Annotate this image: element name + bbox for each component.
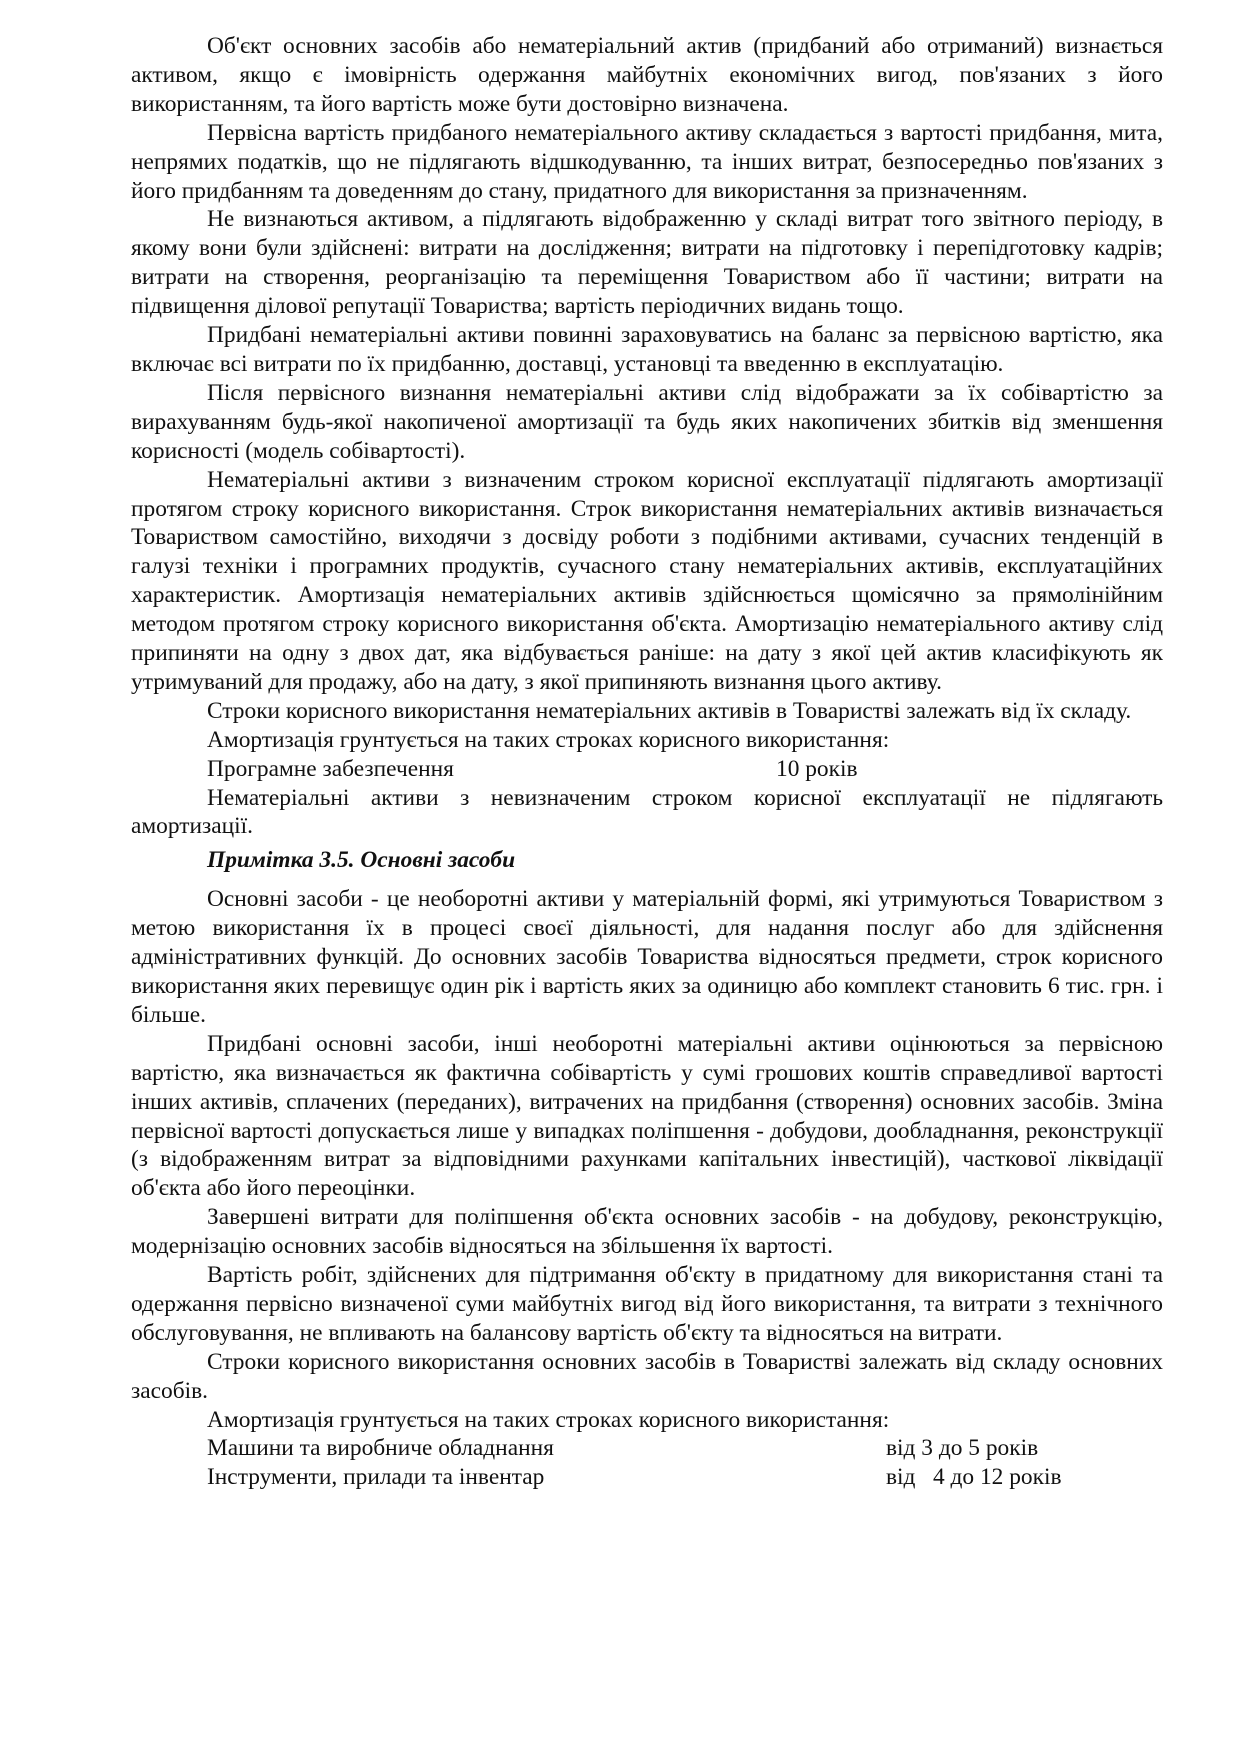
paragraph-fixed-assets-definition: Основні засоби - це необоротні активи у матеріальній формі, які утримуються Товариством з метою використання їх в процесі своєї діяльності, для надання послуг або для здійснення адміністративних функцій. До основних засобів Товариства відносяться предмети, строк корисного використання яких перевищує один рік і вартість яких за одиницю або комплект становить 6 тис. грн. і більше. — [131, 886, 1163, 1028]
paragraph-balance-recording: Придбані нематеріальні активи повинні зараховуватись на баланс за первісною вартістю, яка включає всі витрати по їх придбанню, доставці, установці та введенню в експлуатацію. — [131, 322, 1163, 377]
paragraph-amortization: Нематеріальні активи з визначеним строком корисної експлуатації підлягають амортизації протягом строку корисного використання. Строк використання нематеріальних активів визначається Товариством самостійно, виходячи з досвіду роботи з подібними активами, сучасних тенденцій в галузі техніки і програмних продуктів, сучасного стану нематеріальних активів, експлуатаційних характеристик. Амортизація нематеріальних активів здійснюється щомісячно за прямолінійним методом протягом строку корисного використання об'єкта. Амортизацію нематеріального активу слід припиняти на одну з двох дат, яка відбувається раніше: на дату з якої цей актив класифікують як утримуваний для продажу, або на дату, з якої припиняють визнання цього активу. — [131, 466, 1163, 695]
paragraph-indefinite-life: Нематеріальні активи з невизначеним строком корисної експлуатації не підлягають амортизації. — [131, 784, 1163, 840]
life-label: Програмне забезпечення — [207, 755, 454, 782]
paragraph-not-recognized: Не визнаються активом, а підлягають відображенню у складі витрат того звітного періоду, в якому вони були здійснені: витрати на дослідження; витрати на підготовку і перепідготовку кадрів; витрати на створення, реорганізацію та переміщення Товариством або її частини; витрати на підвищення ділової репутації Товариства; вартість періодичних видань тощо. — [131, 206, 1163, 320]
life-row-machinery — [131, 1434, 1163, 1463]
document-page — [131, 32, 1163, 1492]
section-heading-fixed-assets: Примітка 3.5. Основні засоби — [207, 847, 516, 874]
paragraph-improvement-costs: Завершені витрати для поліпшення об'єкта основних засобів - на добудову, реконструкцію, модернізацію основних засобів відносяться на збільшення їх вартості. — [131, 1204, 1163, 1260]
lives-intro-fixed: Амортизація грунтується на таких строках корисного використання: — [207, 1406, 890, 1433]
lives-intro: Амортизація грунтується на таких строках корисного використання: — [207, 726, 890, 753]
life-label: Інструменти, прилади та інвентар — [207, 1464, 545, 1491]
life-value: від 4 до 12 років — [886, 1464, 1062, 1491]
paragraph-maintenance-costs: Вартість робіт, здійснених для підтримання об'єкту в придатному для використання стані та одержання первісно визначеної суми майбутніх вигод від його використання, та витрати з технічного обслуговування, не впливають на балансову вартість об'єкту та відносяться на витрати. — [131, 1262, 1163, 1346]
paragraph-initial-cost: Первісна вартість придбаного нематеріального активу складається з вартості придбання, мита, непрямих податків, що не підлягають відшкодуванню, та інших витрат, безпосередньо пов'язаних з його придбанням та доведенням до стану, придатного для використання за призначенням. — [131, 119, 1163, 204]
life-row-software — [131, 755, 1163, 784]
life-value: від 3 до 5 років — [886, 1435, 1039, 1462]
life-label: Машини та виробниче обладнання — [207, 1435, 554, 1462]
paragraph-cost-model: Після первісного визнання нематеріальні активи слід відображати за їх собівартістю за вирахуванням будь-якої накопиченої амортизації та будь яких накопичених збитків від зменшення корисності (модель собівартості). — [131, 379, 1163, 464]
life-row-tools — [131, 1463, 1163, 1492]
paragraph-useful-life: Строки корисного використання нематеріальних активів в Товаристві залежать від їх складу. — [207, 697, 1132, 724]
paragraph-fixed-useful-life: Строки корисного використання основних засобів в Товаристві залежать від складу основних засобів. — [131, 1348, 1163, 1404]
life-value: 10 років — [776, 755, 858, 782]
paragraph-asset-recognition: Об'єкт основних засобів або нематеріальний актив (придбаний або отриманий) визнається активом, якщо є імовірність одержання майбутніх економічних вигод, пов'язаних з його використанням, та його вартість може бути достовірно визначена. — [131, 33, 1163, 117]
paragraph-fixed-assets-valuation: Придбані основні засоби, інші необоротні матеріальні активи оцінюються за первісною вартістю, яка визначається як фактична собівартість у сумі грошових коштів справедливої вартості інших активів, сплачених (переданих), витрачених на придбання (створення) основних засобів. Зміна первісної вартості допускається лише у випадках поліпшення - добудови, дообладнання, реконструкції (з відображенням витрат за відповідними рахунками капітальних інвестицій), часткової ліквідації об'єкта або його переоцінки. — [131, 1030, 1163, 1202]
